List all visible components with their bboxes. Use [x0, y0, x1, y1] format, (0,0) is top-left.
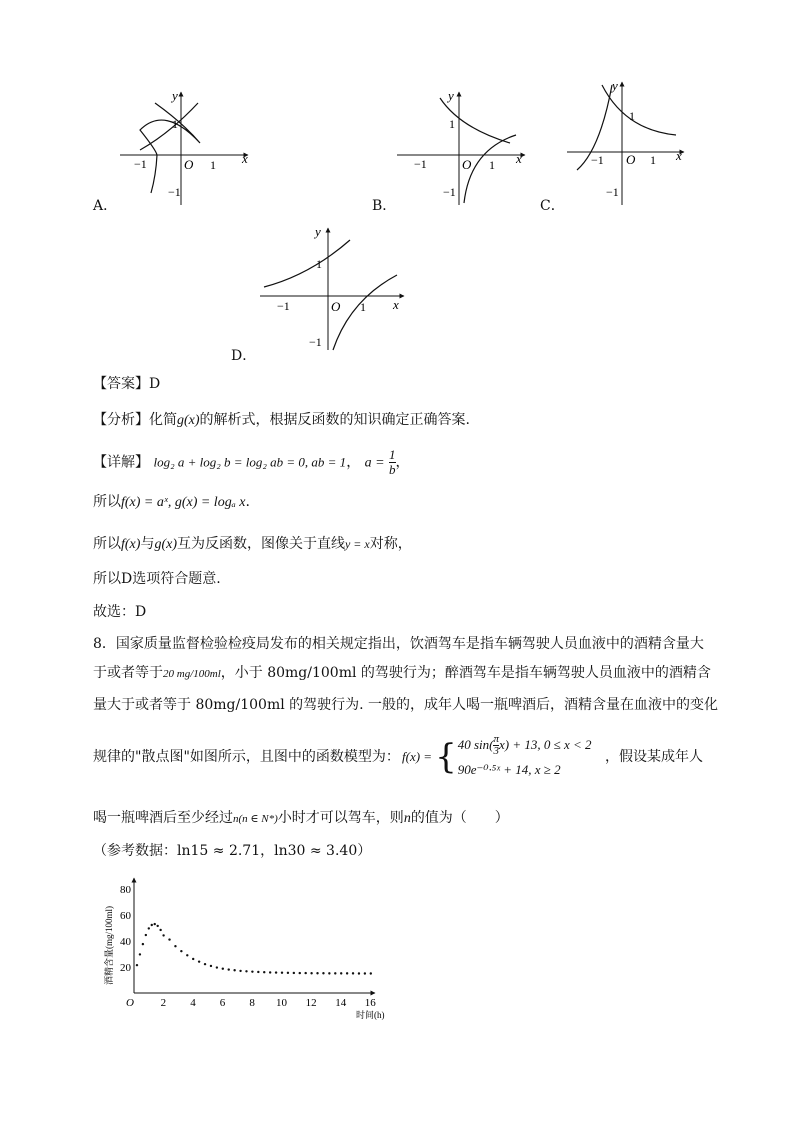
l1-pre: 所以 [93, 494, 121, 510]
y-label-d: y [315, 224, 321, 239]
answer-value: D [149, 376, 161, 392]
data-point [159, 929, 161, 931]
data-point [257, 971, 259, 973]
q8-reference: （参考数据：ln15 ≈ 2.71，ln30 ≈ 3.40） [93, 843, 372, 859]
data-point [151, 924, 153, 926]
scatter-chart [100, 870, 390, 1030]
tick-a-x1: 1 [210, 158, 216, 172]
data-point [334, 972, 336, 974]
data-point [316, 972, 318, 974]
case1-den: 3 [493, 744, 499, 757]
tick-d-x1: 1 [360, 300, 366, 314]
pw-brace: { [435, 737, 457, 777]
x-label-c: x [676, 148, 682, 163]
detail-sep: ， [346, 454, 361, 471]
detail-formula: log₂ a + log₂ b = log₂ ab = 0, ab = 1 [153, 454, 347, 470]
analysis-tag: 【分析】 [93, 412, 149, 428]
q8-line-4b: ，假设某成年人 [605, 749, 703, 765]
data-point [198, 960, 200, 962]
chart-x-tick: O [126, 997, 134, 1009]
tick-b-1: 1 [449, 117, 455, 131]
l2-mid2: 互为反函数，图像关于直线 [176, 536, 345, 552]
data-point [281, 972, 283, 974]
tick-a-1: 1 [172, 117, 178, 131]
origin-c: O [626, 152, 636, 167]
y-label-c: y [612, 80, 618, 93]
q8-line-5 [93, 808, 509, 829]
l1-math: f(x) = aˣ, g(x) = logₐ x [121, 495, 246, 510]
q8-line-3: 量大于或者等于 80mg/100ml 的驾驶行为. 一般的，成年人喝一瓶啤酒后，酒精含量在血液中的变化 [93, 697, 719, 713]
option-label-c[interactable]: C． [540, 198, 565, 214]
chart-y-tick: 80 [120, 884, 131, 896]
analysis-gx: g(x) [177, 413, 200, 428]
answer-line [93, 374, 160, 394]
data-point [322, 972, 324, 974]
line-1 [93, 492, 250, 513]
data-point [269, 971, 271, 973]
data-point [168, 938, 170, 940]
l2-yx: y = x [344, 537, 370, 551]
data-point [287, 972, 289, 974]
analysis-line [93, 410, 470, 431]
data-point [210, 965, 212, 967]
tick-b-x1: 1 [489, 158, 495, 172]
data-point [148, 927, 150, 929]
x-label-b: x [516, 151, 522, 166]
l2-end: 对称， [369, 536, 412, 552]
data-point [156, 925, 158, 927]
l2-pre: 所以 [93, 536, 121, 552]
data-point [174, 945, 176, 947]
frac-den: b [389, 462, 396, 477]
option-label-b[interactable]: B． [372, 198, 397, 214]
curve-a-right [140, 103, 198, 150]
q8-p5n: n(n ∈ N*) [233, 813, 278, 825]
tick-d-yneg1: −1 [309, 335, 322, 349]
chart-x-tick: 8 [249, 997, 255, 1009]
data-point [358, 972, 360, 974]
data-point [180, 950, 182, 952]
data-point [299, 972, 301, 974]
chart-x-tick: 16 [364, 997, 376, 1009]
analysis-pre: 化简 [149, 412, 177, 428]
data-point [162, 934, 164, 936]
detail-tag: 【详解】 [93, 454, 149, 471]
chart-x-tick: 10 [276, 997, 287, 1009]
graph-d [250, 222, 410, 358]
origin-b: O [462, 157, 472, 172]
analysis-post: 的解析式，根据反函数的知识确定正确答案. [199, 412, 470, 428]
chart-x-tick: 6 [219, 997, 226, 1009]
l2-mid: 与 [140, 536, 155, 552]
data-point [293, 972, 295, 974]
chart-x-tick: 4 [190, 997, 196, 1009]
q8-line-4a: 规律的"散点图"如图所示，且图中的函数模型为： [93, 749, 400, 765]
line-4: 故选：D [93, 604, 147, 620]
data-point [142, 943, 144, 945]
line-3: 所以D选项符合题意. [93, 571, 221, 587]
q8-line-1: 8．国家质量监督检验检疫局发布的相关规定指出，饮酒驾车是指车辆驾驶人员血液中的酒精含量大 [93, 636, 704, 652]
l2-g: g(x) [154, 537, 177, 552]
data-point [216, 966, 218, 968]
data-point [346, 972, 348, 974]
data-point [239, 970, 241, 972]
origin-a: O [184, 157, 194, 172]
frac-num: 1 [389, 447, 396, 462]
chart-y-tick: 60 [120, 910, 131, 922]
tick-c-neg1: −1 [591, 153, 604, 167]
data-point [245, 970, 247, 972]
data-point [370, 972, 372, 974]
data-point [139, 953, 141, 955]
data-point [310, 972, 312, 974]
l2-f: f(x) [121, 537, 141, 552]
option-label-d[interactable]: D． [231, 348, 257, 364]
origin-d: O [331, 299, 341, 314]
q8-p5c: n [403, 811, 411, 826]
pw-fx: f(x) = [402, 749, 433, 764]
data-point [186, 954, 188, 956]
line-2 [93, 534, 412, 555]
y-label-a: y [172, 88, 178, 103]
chart-y-tick: 20 [120, 962, 131, 974]
chart-xlabel: 时间(h) [356, 1010, 385, 1020]
tick-d-neg1: −1 [277, 299, 290, 313]
detail-line [93, 448, 410, 477]
detail-end: ， [395, 454, 410, 471]
data-point [364, 972, 366, 974]
data-point [136, 964, 138, 966]
tick-a-yneg1: −1 [168, 185, 181, 199]
answer-tag: 【答案】 [93, 376, 149, 392]
curve-a-left [140, 103, 200, 193]
l1-end: . [245, 494, 250, 510]
x-label-a: x [242, 151, 248, 166]
tick-c-yneg1: −1 [606, 185, 619, 199]
data-point [352, 972, 354, 974]
case1-num: π [493, 732, 499, 745]
data-point [192, 958, 194, 960]
option-label-a[interactable]: A． [93, 198, 118, 214]
data-point [233, 969, 235, 971]
tick-c-x1: 1 [650, 153, 656, 167]
data-point [328, 972, 330, 974]
case1-a: 40 sin( [457, 736, 494, 752]
chart-ylabel: 酒精含量(mg/100ml) [104, 906, 114, 985]
q8-p2b: 20 mg/100ml [163, 668, 221, 680]
tick-b-yneg1: −1 [443, 185, 456, 199]
pw-case2: 90e⁻⁰·⁵ˣ + 14, x ≥ 2 [457, 761, 561, 777]
data-point [154, 923, 156, 925]
detail-a-eq: a = [364, 455, 385, 471]
q8-p2a: 于或者等于 [93, 665, 163, 681]
pw-case1 [458, 733, 592, 758]
data-point [145, 934, 147, 936]
tick-b-neg1: −1 [414, 157, 427, 171]
option-graphs-top [0, 80, 794, 215]
data-point [228, 968, 230, 970]
data-point [275, 971, 277, 973]
case1-b: x) + 13, 0 ≤ x < 2 [498, 736, 592, 752]
data-point [204, 963, 206, 965]
data-point [222, 967, 224, 969]
q8-line-2 [93, 663, 711, 684]
data-point [340, 972, 342, 974]
curve-d-1 [264, 240, 350, 287]
chart-x-tick: 14 [335, 997, 347, 1009]
data-point [304, 972, 306, 974]
q8-p5d: 的值为（ ） [410, 810, 509, 826]
q8-p2c: ，小于 80mg/100ml 的驾驶行为；醉酒驾车是指车辆驾驶人员血液中的酒精含 [220, 665, 711, 681]
chart-x-tick: 2 [160, 997, 167, 1009]
x-label-d: x [393, 297, 399, 312]
tick-d-1: 1 [316, 257, 322, 271]
pw-cases [458, 733, 592, 782]
q8-p5a: 喝一瓶啤酒后至少经过 [93, 810, 233, 826]
q8-p5b: 小时才可以驾车，则 [277, 810, 404, 826]
tick-c-1: 1 [629, 109, 635, 123]
tick-a-neg1: −1 [134, 157, 147, 171]
graph-c [567, 80, 684, 205]
graph-b [397, 88, 525, 205]
data-point [263, 971, 265, 973]
y-label-b: y [448, 88, 454, 103]
piecewise-function [402, 731, 592, 783]
data-point [251, 970, 253, 972]
chart-x-tick: 12 [305, 997, 317, 1009]
graph-a [120, 88, 248, 205]
chart-y-tick: 40 [120, 936, 131, 948]
